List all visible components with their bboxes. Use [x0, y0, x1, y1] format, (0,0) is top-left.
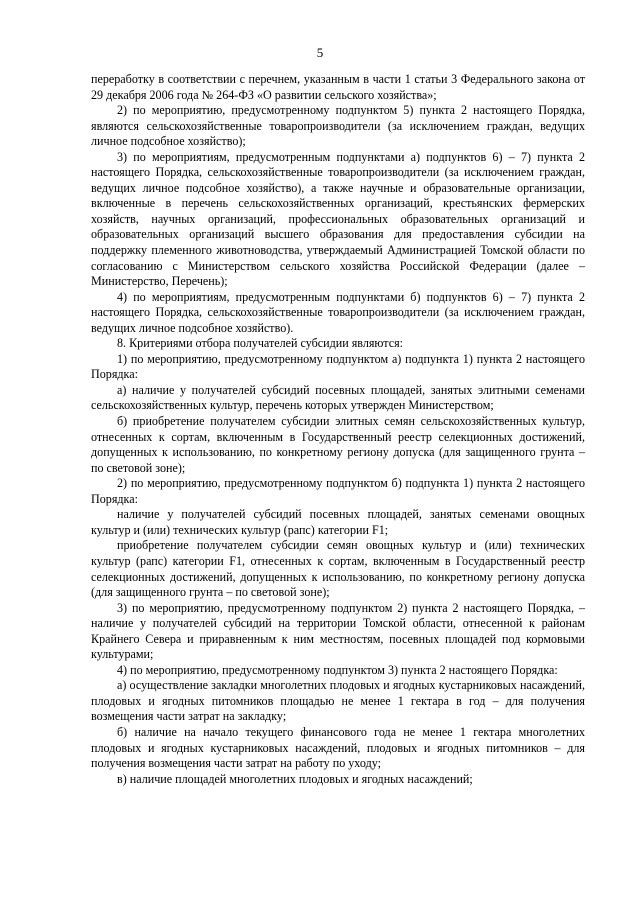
paragraph-section-8: 8. Критериями отбора получателей субсидии являются:	[117, 336, 404, 351]
paragraph-criteria-4c: в) наличие площадей многолетних плодовых и ягодных насаждений;	[117, 771, 473, 786]
page-number: 5	[316, 45, 324, 60]
paragraph-item-2: 2) по мероприятию, предусмотренному подпунктом 5) пункта 2 настоящего Порядка, являются сельскохозяйственные товаропроизводители (за исключением граждан, ведущих личное подсобное хозяйство);	[91, 103, 585, 149]
paragraph-item-3: 3) по мероприятиям, предусмотренным подпунктами а) подпунктов 6) – 7) пункта 2 настоящего Порядка, сельскохозяйственные товаропроизводители (за исключением граждан, ведущих личное подсобное хозяйство), а также научные и образовательные организации, включенные в перечень сельскохозяйственных организаций, крестьянских фермерских хозяйств, научных организаций, профессиональных образовательных организаций и образовательных организаций высшего образования для предоставления субсидии на поддержку племенного животноводства, утверждаемый Администрацией Томской области по согласованию с Министерством сельского хозяйства Российской Федерации (далее – Министерство, Перечень);	[91, 149, 585, 289]
paragraph-criteria-2: 2) по мероприятию, предусмотренному подпунктом б) подпункта 1) пункта 2 настоящего Порядка:	[91, 476, 585, 506]
paragraph-criteria-2-second: приобретение получателем субсидии семян овощных культур и (или) технических культур (рапс) категории F1, отнесенных к сортам, включенным в Государственный реестр селекционных достижений, допущенных к использованию, по конкретному региону допуска (для защищенного грунта – по световой зоне);	[91, 538, 585, 600]
paragraph-criteria-4b: б) наличие на начало текущего финансового года не менее 1 гектара многолетних плодовых и ягодных кустарниковых насаждений, плодовых и ягодных питомников – для получения возмещения части затрат на работу по уходу;	[91, 724, 585, 771]
paragraph-criteria-1a: а) наличие у получателей субсидий посевных площадей, занятых элитными семенами сельскохозяйственных культур, перечень которых утвержден Министерством;	[91, 382, 585, 413]
paragraph-item-4: 4) по мероприятиям, предусмотренным подпунктами б) подпунктов 6) – 7) пункта 2 настоящего Порядка, сельскохозяйственные товаропроизводители (за исключением граждан, ведущих личное подсобное хозяйство).	[91, 289, 585, 335]
paragraph-criteria-4: 4) по мероприятию, предусмотренному подпунктом 3) пункта 2 настоящего Порядка:	[117, 662, 558, 677]
paragraph-criteria-4a: а) осуществление закладки многолетних плодовых и ягодных кустарниковых насаждений, плодовых и ягодных питомников площадью не менее 1 гектара в год – для получения возмещения части затрат на закладку;	[91, 678, 585, 724]
paragraph-criteria-3: 3) по мероприятию, предусмотренному подпунктом 2) пункта 2 настоящего Порядка, – наличие у получателей субсидий на территории Томской области, отнесенной к районам Крайнего Севера и приравненным к ним местностям, посевных площадей под кормовыми культурами;	[91, 600, 585, 662]
paragraph-continuation: переработку в соответствии с перечнем, указанным в части 1 статьи 3 Федерального закона от 29 декабря 2006 года № 264-ФЗ «О развитии сельского хозяйства»;	[91, 72, 585, 102]
paragraph-criteria-1b: б) приобретение получателем субсидии элитных семян сельскохозяйственных культур, отнесенных к сортам, включенным в Государственный реестр селекционных достижений, допущенных к использованию, по конкретному региону допуска (для защищенного грунта – по световой зоне);	[91, 414, 585, 475]
document-body	[91, 72, 585, 787]
paragraph-criteria-1: 1) по мероприятию, предусмотренному подпунктом а) подпункта 1) пункта 2 настоящего Порядка:	[91, 351, 585, 382]
paragraph-criteria-2-first: наличие у получателей субсидий посевных площадей, занятых семенами овощных культур и (или) технических культур (рапс) категории F1;	[91, 507, 585, 537]
